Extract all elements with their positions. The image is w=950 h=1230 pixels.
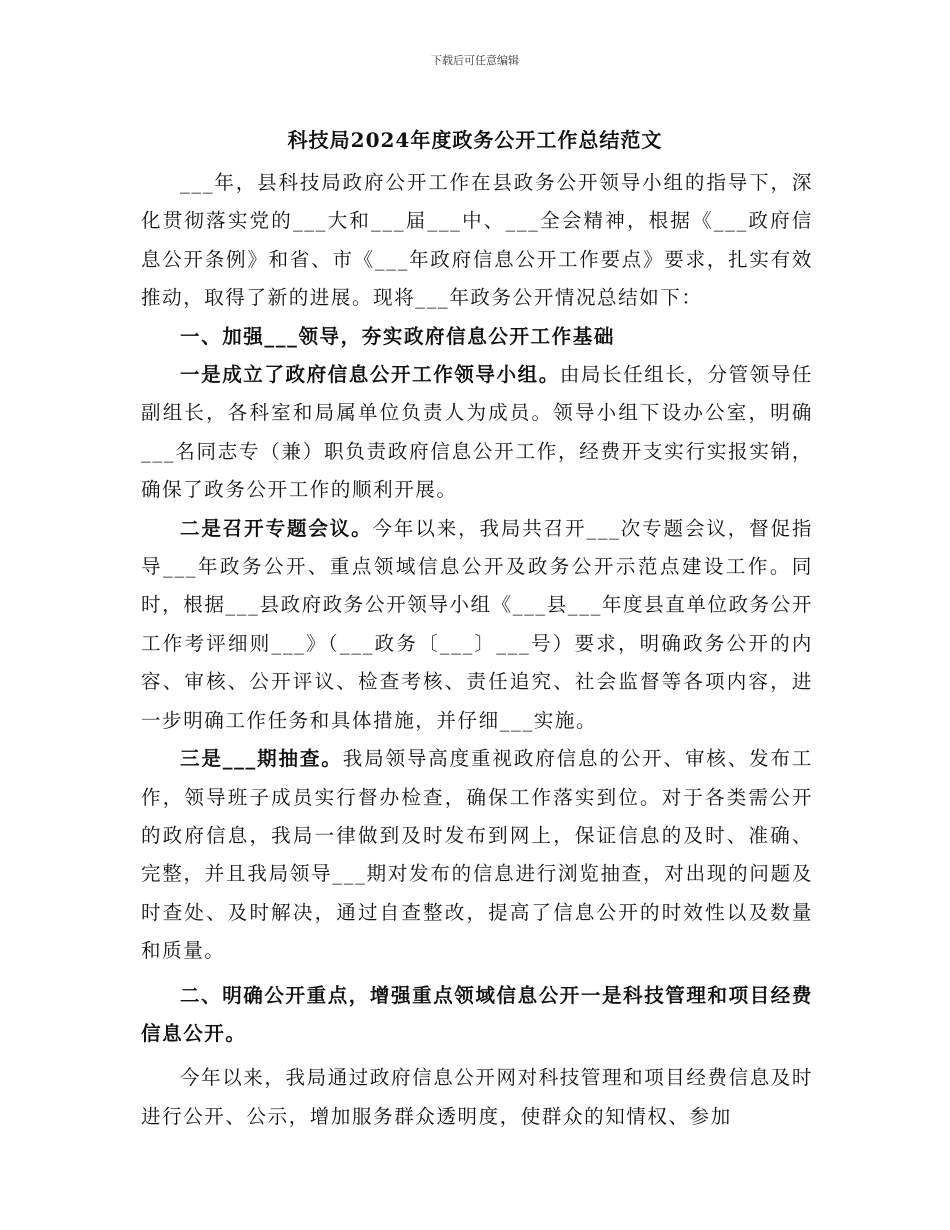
paragraph-item-3 [141, 740, 813, 970]
paragraph-lead: 三是___期抽查。 [180, 747, 343, 771]
paragraph-text: 由局长任组长，分管领导任副组长，各科室和局属单位负责人为成员。领导小组下设办公室，明确___名同志专（兼）职负责政府信息公开工作，经费开支实行实报实销，确保了政务公开工作的顺利开展。 [141, 363, 814, 502]
paragraph-lead: 二是召开专题会议。 [180, 516, 373, 540]
page-header: 下载后可任意编辑 [431, 54, 519, 67]
paragraph-intro: ___年，县科技局政府公开工作在县政务公开领导小组的指导下，深化贯彻落实党的___大和___届___中、___全会精神，根据《___政府信息公开条例》和省、市《___年政府信息公开工作要点》要求，扎实有效推动，取得了新的进展。现将___年政务公开情况总结如下： [141, 171, 813, 310]
paragraph-item-2 [141, 510, 813, 740]
section-heading-2: 二、明确公开重点，增强重点领域信息公开一是科技管理和项目经费信息公开。 [141, 983, 814, 1045]
section-heading-1: 一、加强___领导，夯实政府信息公开工作基础 [180, 324, 615, 348]
paragraph-item-1 [141, 356, 813, 510]
paragraph-text: 我局领导高度重视政府信息的公开、审核、发布工作，领导班子成员实行督办检查，确保工作落实到位。对于各类需公开的政府信息，我局一律做到及时发布到网上，保证信息的及时、准确、完整，并且我局领导___期对发布的信息进行浏览抽查，对出现的问题及时查处、及时解决，通过自查整改，提高了信息公开的时效性以及数量和质量。 [141, 747, 813, 963]
paragraph-text: 今年以来，我局共召开___次专题会议，督促指导___年政务公开、重点领域信息公开及政务公开示范点建设工作。同时，根据___县政府政务公开领导小组《___县___年度县直单位政务公开工作考评细则___》（___政务〔___〕___号）要求，明确政务公开的内容、审核、公开评议、检查考核、责任追究、社会监督等各项内容，进一步明确工作任务和具体措施，并仔细___实施。 [141, 516, 814, 732]
paragraph-item-4: 今年以来，我局通过政府信息公开网对科技管理和项目经费信息及时进行公开、公示，增加服务群众透明度，使群众的知情权、参加 [141, 1066, 814, 1128]
paragraph-lead: 一是成立了政府信息公开工作领导小组。 [180, 363, 560, 387]
document-body [141, 164, 813, 1136]
document-title: 科技局2024年度政务公开工作总结范文 [287, 128, 663, 152]
